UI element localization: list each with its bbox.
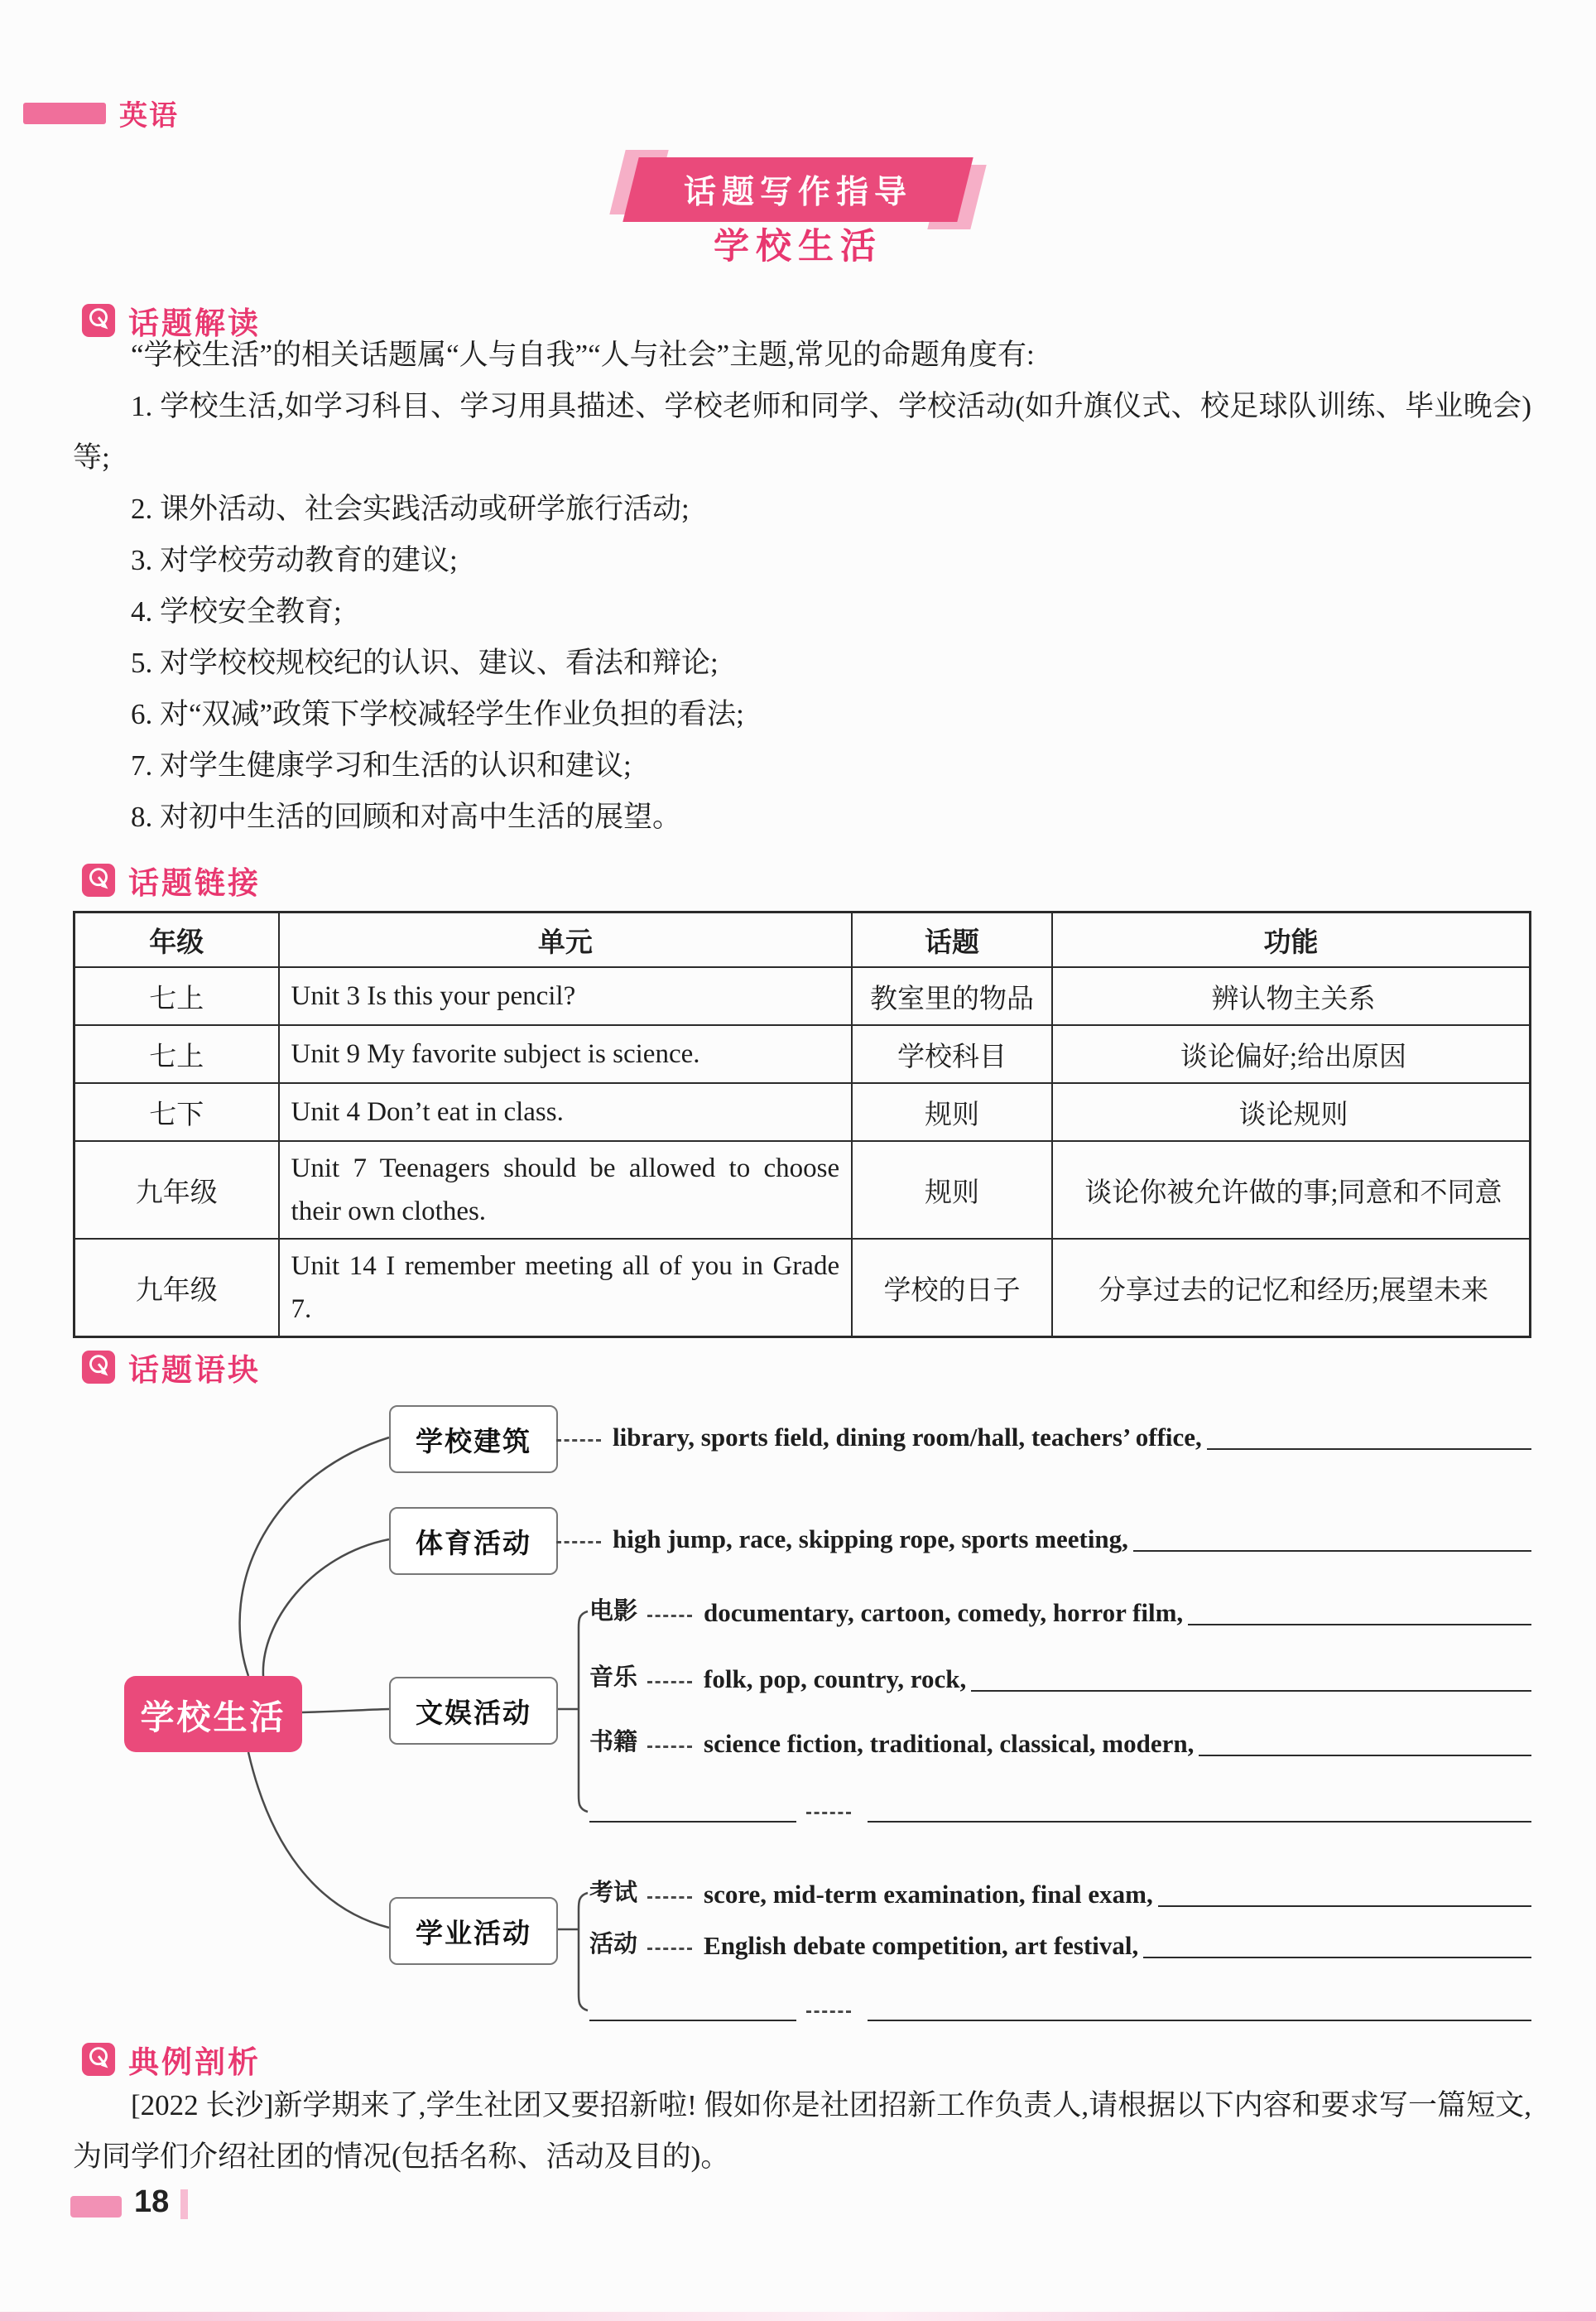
mindmap-branch-box: 学校建筑 — [389, 1405, 558, 1473]
table-cell: 辨认物主关系 — [1052, 967, 1531, 1025]
interpretation-item: 4. 学校安全教育; — [131, 595, 342, 628]
table-row — [75, 967, 1531, 1025]
table-cell: Unit 7 Teenagers should be allowed to choose their own clothes. — [279, 1141, 853, 1239]
fill-in-blank-line — [868, 1821, 1531, 1823]
table-cell: 九年级 — [75, 1239, 279, 1337]
section-heading-example — [81, 2037, 261, 2082]
table-cell: Unit 9 My favorite subject is science. — [279, 1025, 853, 1083]
table-row — [75, 1239, 1531, 1337]
mindmap-chunk-row — [556, 1419, 1531, 1456]
table-cell: 谈论规则 — [1052, 1083, 1531, 1141]
mindmap-sub-label: 活动 — [589, 1931, 638, 1957]
mindmap-branch-box: 体育活动 — [389, 1507, 558, 1575]
mindmap-sub-label: 书籍 — [589, 1729, 638, 1755]
mindmap-chunk-row — [556, 1521, 1531, 1558]
mindmap-chunk-row — [589, 1792, 1531, 1828]
mindmap-chunk-row — [589, 1928, 1531, 1964]
table-cell: 九年级 — [75, 1141, 279, 1239]
mindmap-sub-label: 考试 — [589, 1880, 638, 1906]
mindmap-chunk-row — [589, 1726, 1531, 1762]
table-cell: 规则 — [852, 1083, 1052, 1141]
fill-in-blank-line — [1199, 1755, 1531, 1756]
topic-interpretation-list — [73, 330, 1531, 843]
fill-in-blank-line — [1158, 1905, 1531, 1907]
mindmap-chunk-text: score, mid-term examination, final exam, — [704, 1880, 1153, 1909]
mindmap-sub-label: 音乐 — [589, 1664, 638, 1691]
topic-mindmap — [0, 1375, 1596, 2054]
table-column-header: 功能 — [1052, 913, 1531, 968]
mindmap-root: 学校生活 — [124, 1676, 302, 1752]
mindmap-sub-label: 电影 — [589, 1598, 638, 1625]
table-cell: Unit 14 I remember meeting all of you in Grade 7. — [279, 1239, 853, 1337]
fill-in-blank-line — [1207, 1448, 1531, 1450]
table-cell: 规则 — [852, 1141, 1052, 1239]
fill-in-blank-line — [868, 2020, 1531, 2021]
blank-label-line — [589, 1821, 796, 1823]
section-heading-label: 话题解读 — [128, 306, 261, 340]
interpretation-item: 1. 学校生活,如学习科目、学习用具描述、学校老师和同学、学校活动(如升旗仪式、校足球队训练、毕业晚会)等; — [73, 390, 1531, 474]
table-cell: 分享过去的记忆和经历;展望未来 — [1052, 1239, 1531, 1337]
dash-connector — [806, 1812, 851, 1814]
subject-tab — [23, 93, 179, 133]
table-header-row — [75, 913, 1531, 968]
fill-in-blank-line — [971, 1690, 1531, 1692]
section-heading-label: 典例剖析 — [128, 2045, 261, 2079]
table-cell: 学校科目 — [852, 1025, 1052, 1083]
fill-in-blank-line — [1188, 1624, 1531, 1625]
dash-connector — [647, 1681, 692, 1683]
dash-connector — [556, 1541, 601, 1543]
mindmap-chunk-row — [589, 1661, 1531, 1697]
table-row — [75, 1025, 1531, 1083]
mindmap-chunk-row — [589, 1876, 1531, 1913]
example-paragraph: [2022 长沙]新学期来了,学生社团又要招新啦! 假如你是社团招新工作负责人,请根据以下内容和要求写一篇短文,为同学们介绍社团的情况(包括名称、活动及目的)。 — [73, 2089, 1531, 2173]
page-edge-decor — [0, 2312, 1596, 2321]
blank-label-line — [589, 2020, 796, 2021]
table-cell: Unit 4 Don’t eat in class. — [279, 1083, 853, 1141]
mindmap-chunk-text: folk, pop, country, rock, — [704, 1664, 967, 1693]
interpretation-item: 2. 课外活动、社会实践活动或研学旅行活动; — [131, 493, 690, 525]
interpretation-intro: “学校生活”的相关话题属“人与自我”“人与社会”主题,常见的命题角度有: — [131, 339, 1035, 371]
table-cell: 谈论偏好;给出原因 — [1052, 1025, 1531, 1083]
circle-arrow-icon — [81, 2042, 116, 2077]
mindmap-branch-box: 学业活动 — [389, 1897, 558, 1965]
table-cell: 七下 — [75, 1083, 279, 1141]
table-cell: 七上 — [75, 967, 279, 1025]
section-heading-label: 话题链接 — [128, 866, 261, 900]
table-cell: 七上 — [75, 1025, 279, 1083]
interpretation-item: 6. 对“双减”政策下学校减轻学生作业负担的看法; — [131, 698, 744, 730]
banner-title: 话题写作指导 — [683, 175, 912, 210]
page-number: 18 — [134, 2184, 170, 2219]
subject-label: 英语 — [119, 100, 179, 132]
mindmap-chunk-row — [589, 1991, 1531, 2027]
subject-bar-decor — [23, 103, 106, 124]
dash-connector — [647, 1948, 692, 1950]
section-heading-links — [81, 858, 261, 903]
table-column-header: 单元 — [279, 913, 853, 968]
table-cell: Unit 3 Is this your pencil? — [279, 967, 853, 1025]
dash-connector — [806, 2010, 851, 2013]
mindmap-chunk-text: documentary, cartoon, comedy, horror film, — [704, 1598, 1184, 1627]
section-heading-label: 话题语块 — [128, 1353, 261, 1387]
mindmap-chunk-text: science fiction, traditional, classical, modern, — [704, 1729, 1195, 1758]
pageno-bar-decor — [70, 2196, 122, 2217]
mindmap-chunk-text: library, sports field, dining room/hall, teachers’ office, — [613, 1423, 1202, 1452]
circle-arrow-icon — [81, 863, 116, 898]
dash-connector — [647, 1896, 692, 1899]
interpretation-item: 5. 对学校校规校纪的认识、建议、看法和辩论; — [131, 647, 719, 679]
mindmap-chunk-row — [589, 1595, 1531, 1631]
dash-connector — [647, 1615, 692, 1617]
interpretation-item: 3. 对学校劳动教育的建议; — [131, 544, 458, 576]
banner — [631, 157, 965, 222]
table-cell: 谈论你被允许做的事;同意和不同意 — [1052, 1141, 1531, 1239]
fill-in-blank-line — [1133, 1550, 1531, 1552]
table-row — [75, 1141, 1531, 1239]
dash-connector — [556, 1439, 601, 1442]
mindmap-chunk-text: English debate competition, art festival, — [704, 1931, 1139, 1960]
mindmap-chunk-text: high jump, race, skipping rope, sports meeting, — [613, 1524, 1128, 1553]
banner-wrap — [0, 157, 1596, 222]
table-cell: 教室里的物品 — [852, 967, 1052, 1025]
dash-connector — [647, 1746, 692, 1748]
topic-title: 学校生活 — [714, 227, 882, 267]
fill-in-blank-line — [1143, 1957, 1531, 1958]
interpretation-item: 8. 对初中生活的回顾和对高中生活的展望。 — [131, 801, 682, 833]
example-paragraph-block — [73, 2080, 1531, 2183]
interpretation-item: 7. 对学生健康学习和生活的认识和建议; — [131, 749, 632, 782]
table-row — [75, 1083, 1531, 1141]
mindmap-branch-box: 文娱活动 — [389, 1677, 558, 1745]
topic-table — [73, 911, 1531, 1338]
pageno-tick-decor — [180, 2189, 188, 2219]
table-column-header: 话题 — [852, 913, 1052, 968]
table-cell: 学校的日子 — [852, 1239, 1052, 1337]
table-column-header: 年级 — [75, 913, 279, 968]
